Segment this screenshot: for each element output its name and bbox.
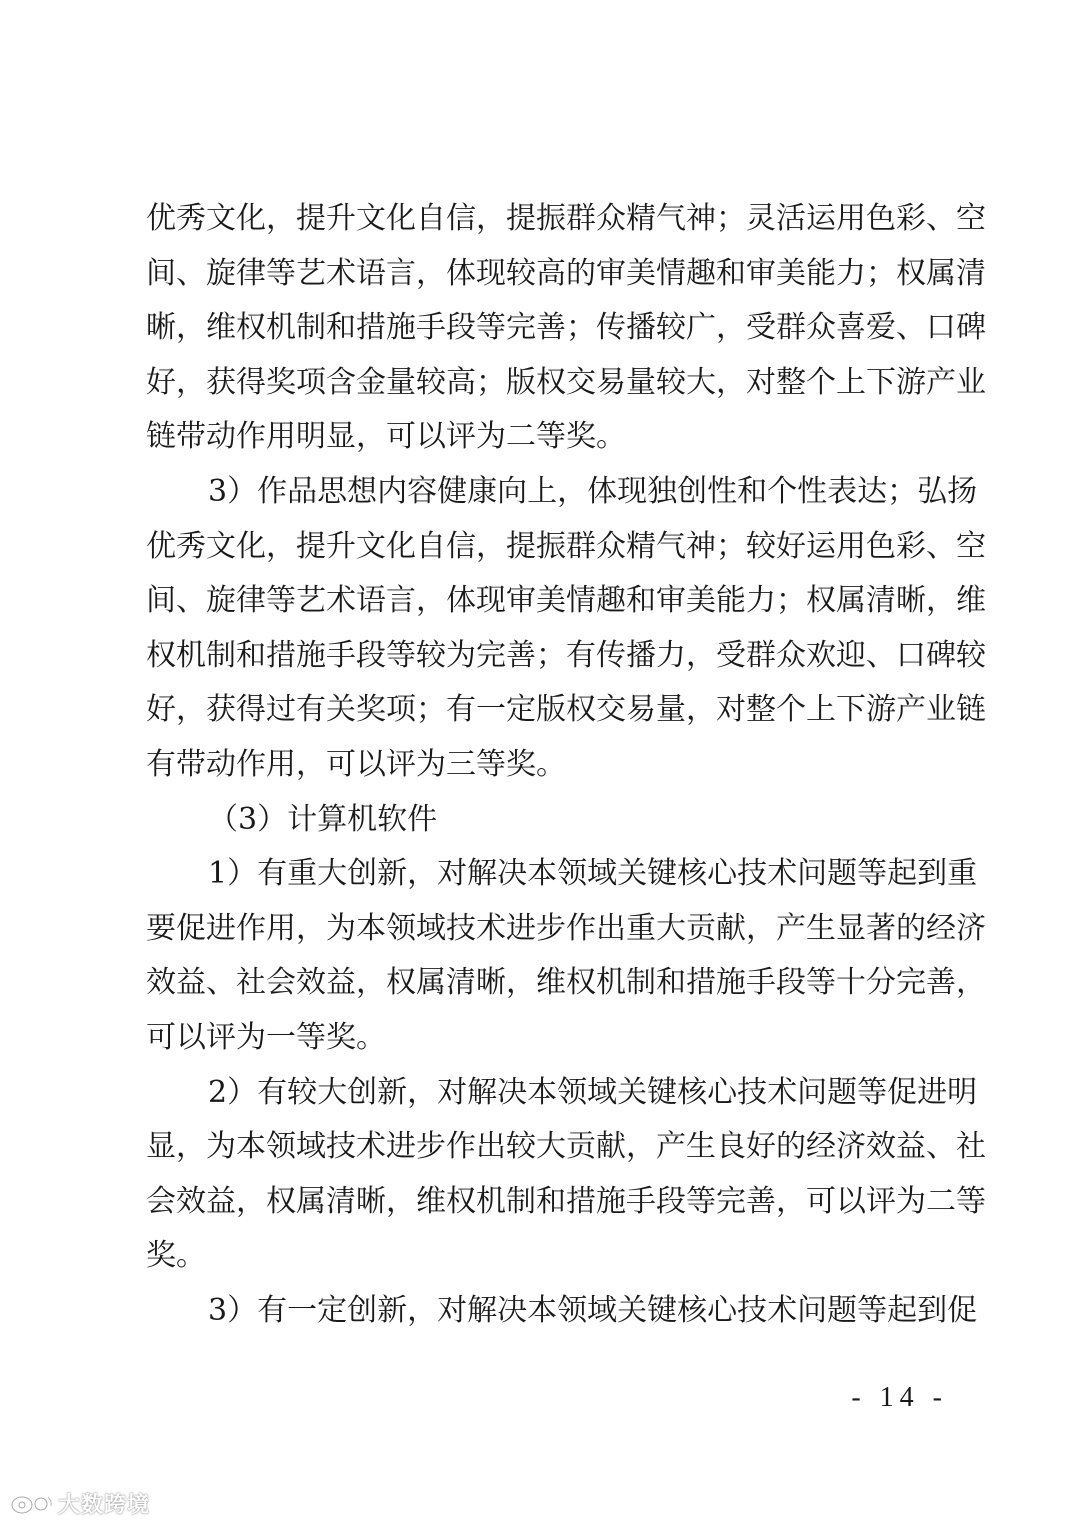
text-line: （3）计算机软件	[208, 801, 438, 837]
body-text	[146, 192, 986, 1338]
text-line: 可以评为一等奖。	[146, 1019, 386, 1055]
text-line: 3）作品思想内容健康向上，体现独创性和个性表达；弘扬	[208, 473, 978, 509]
text-line: 奖。	[146, 1238, 206, 1274]
text-line: 链带动作用明显，可以评为二等奖。	[146, 419, 626, 455]
text-line: 间、旋律等艺术语言，体现较高的审美情趣和审美能力；权属清	[146, 255, 986, 291]
watermark-text: 大数跨境	[58, 1493, 151, 1518]
text-line: 1）有重大创新，对解决本领域关键核心技术问题等起到重	[208, 856, 978, 892]
text-line: 晰，维权机制和措施手段等完善；传播较广，受群众喜爱、口碑	[146, 310, 986, 346]
text-line: 要促进作用，为本领域技术进步作出重大贡献，产生显著的经济	[146, 910, 986, 946]
weibo-eye-icon	[10, 1492, 54, 1516]
page-number: - 14 -	[851, 1382, 948, 1413]
text-line: 有带动作用，可以评为三等奖。	[146, 746, 566, 782]
text-line: 效益、社会效益，权属清晰，维权机制和措施手段等十分完善，	[146, 965, 986, 1001]
text-line: 3）有一定创新，对解决本领域关键核心技术问题等起到促	[208, 1292, 978, 1328]
text-line: 会效益，权属清晰，维权机制和措施手段等完善，可以评为二等	[146, 1183, 986, 1219]
text-line: 间、旋律等艺术语言，体现审美情趣和审美能力；权属清晰，维	[146, 583, 986, 619]
text-line: 权机制和措施手段等较为完善；有传播力，受群众欢迎、口碑较	[146, 637, 986, 673]
text-line: 优秀文化，提升文化自信，提振群众精气神；较好运用色彩、空	[146, 528, 986, 564]
text-line: 好，获得奖项含金量较高；版权交易量较大，对整个上下游产业	[146, 364, 986, 400]
text-line: 2）有较大创新，对解决本领域关键核心技术问题等促进明	[208, 1074, 978, 1110]
text-line: 显，为本领域技术进步作出较大贡献，产生良好的经济效益、社	[146, 1129, 986, 1165]
text-line: 好，获得过有关奖项；有一定版权交易量，对整个上下游产业链	[146, 692, 986, 728]
watermark	[10, 1488, 150, 1519]
text-line: 优秀文化，提升文化自信，提振群众精气神；灵活运用色彩、空	[146, 201, 986, 236]
